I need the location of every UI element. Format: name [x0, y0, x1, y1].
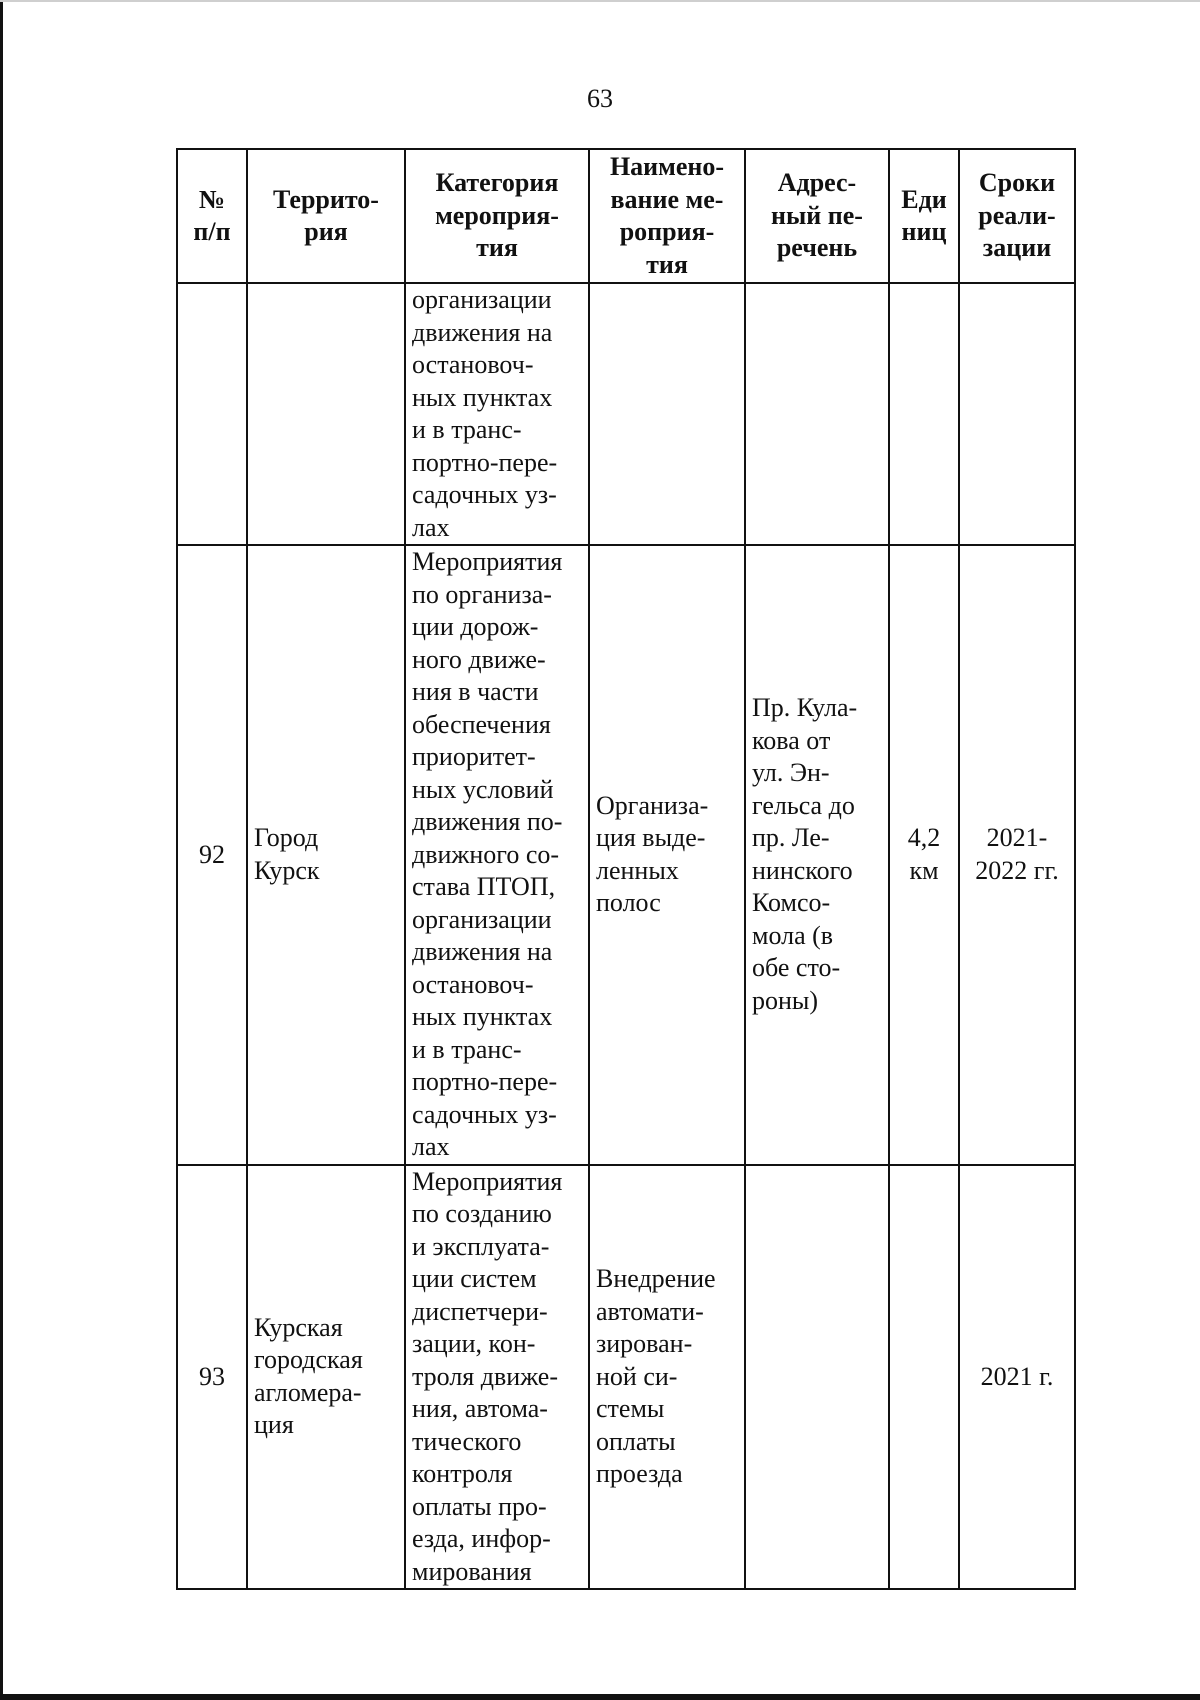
cell-category: Мероприятия по созданию и эксплуата- ции систем диспетчери- зации, кон- троля движе- ния, автома- тического контроля оплаты про- езда, инфор- мирования [405, 1165, 589, 1590]
table-row [177, 545, 1075, 1165]
header-num: № п/п [177, 149, 247, 283]
table-row [177, 283, 1075, 545]
cell-num: 92 [177, 545, 247, 1165]
cell-territory [247, 283, 405, 545]
cell-unit [889, 1165, 959, 1590]
cell-term: 2021- 2022 гг. [959, 545, 1075, 1165]
cell-unit: 4,2 км [889, 545, 959, 1165]
cell-name [589, 283, 745, 545]
cell-category: организации движения на остановоч- ных пунктах и в транс- портно-пере- садочных уз- лах [405, 283, 589, 545]
cell-num: 93 [177, 1165, 247, 1590]
cell-name: Внедрение автомати- зирован- ной си- стемы оплаты проезда [589, 1165, 745, 1590]
table-row [177, 1165, 1075, 1590]
cell-num [177, 283, 247, 545]
header-unit: Еди ниц [889, 149, 959, 283]
header-address: Адрес- ный пе- речень [745, 149, 889, 283]
cell-category: Мероприятия по организа- ции дорож- ного движе- ния в части обеспечения приоритет- ных условий движения по- движного со- става ПТОП, организации движения на остановоч- ных пунктах и в транс- портно-пере- садочных уз- лах [405, 545, 589, 1165]
scan-bottom-edge [0, 1694, 1200, 1700]
cell-address [745, 283, 889, 545]
cell-term [959, 283, 1075, 545]
scan-left-edge [0, 0, 3, 1700]
header-territory: Террито- рия [247, 149, 405, 283]
cell-territory: Курская городская агломера- ция [247, 1165, 405, 1590]
scan-top-edge [0, 0, 1200, 2]
header-term: Сроки реали- зации [959, 149, 1075, 283]
measures-table [176, 148, 1076, 1590]
cell-name: Организа- ция выде- ленных полос [589, 545, 745, 1165]
cell-term: 2021 г. [959, 1165, 1075, 1590]
page-number: 63 [587, 84, 613, 113]
header-category: Категория мероприя- тия [405, 149, 589, 283]
cell-address: Пр. Кула- кова от ул. Эн- гельса до пр. Ле- нинского Комсо- мола (в обе сто- роны) [745, 545, 889, 1165]
cell-address [745, 1165, 889, 1590]
cell-unit [889, 283, 959, 545]
cell-territory: Город Курск [247, 545, 405, 1165]
table-header-row [177, 149, 1075, 283]
header-name: Наимено- вание ме- роприя- тия [589, 149, 745, 283]
